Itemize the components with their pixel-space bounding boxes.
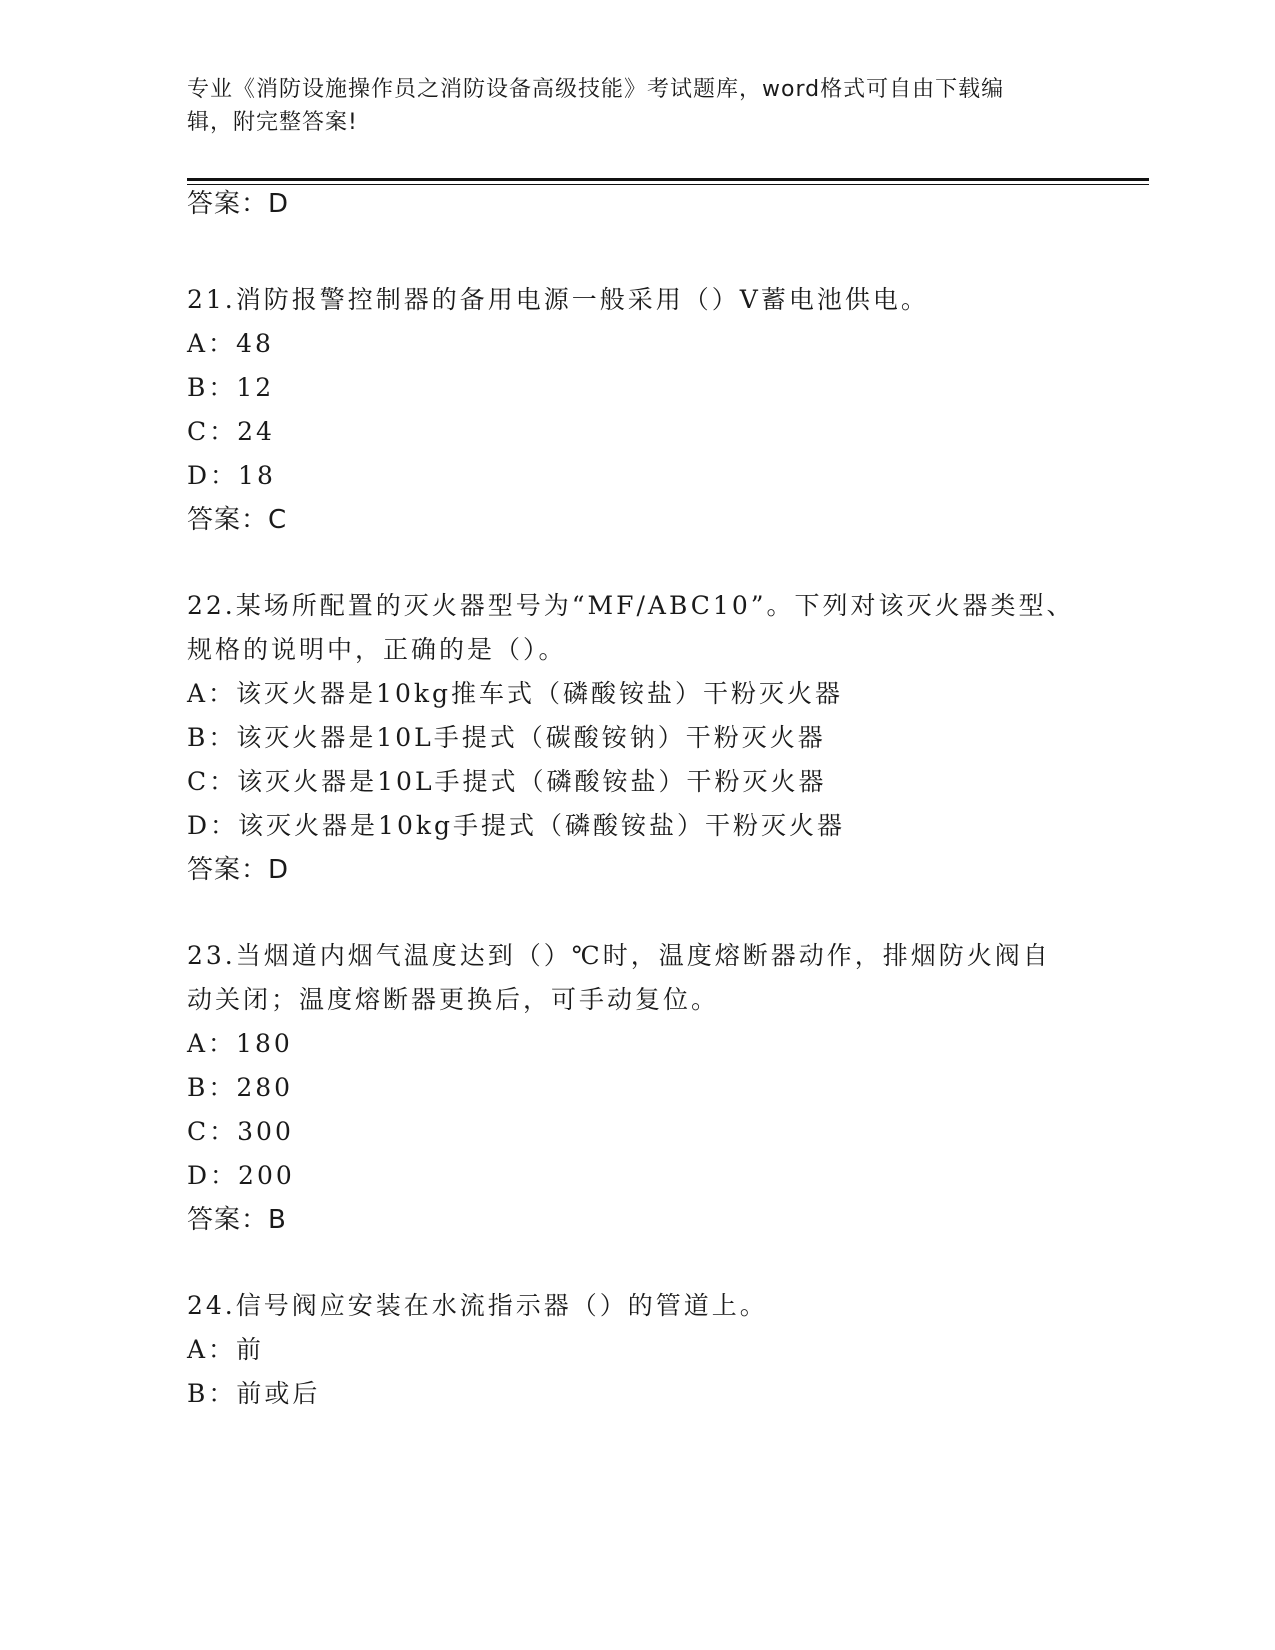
question-stem-continued: 动关闭；温度熔断器更换后，可手动复位。 bbox=[187, 985, 720, 1014]
header-rule-thick bbox=[187, 178, 1149, 181]
header-line-1: 专业《消防设施操作员之消防设备高级技能》考试题库，word格式可自由下载编 bbox=[187, 77, 1005, 102]
header-rule-thin bbox=[187, 184, 1149, 185]
option-b: B：280 bbox=[187, 1073, 294, 1102]
option-b: B：该灭火器是10L手提式（碳酸铵钠）干粉灭火器 bbox=[187, 723, 826, 752]
option-b: B：前或后 bbox=[187, 1379, 321, 1408]
option-d: D：18 bbox=[187, 461, 276, 490]
option-b: B：12 bbox=[187, 373, 275, 402]
question-stem-continued: 规格的说明中，正确的是（）。 bbox=[187, 635, 567, 664]
question-stem: 21.消防报警控制器的备用电源一般采用（）V蓄电池供电。 bbox=[187, 285, 929, 314]
question-stem: 23.当烟道内烟气温度达到（）℃时，温度熔断器动作，排烟防火阀自 bbox=[187, 941, 1051, 970]
option-d: D：该灭火器是10kg手提式（磷酸铵盐）干粉灭火器 bbox=[187, 811, 846, 840]
header-line-2: 辑，附完整答案! bbox=[187, 110, 358, 135]
answer-line: 答案：C bbox=[187, 505, 288, 535]
option-a: A：该灭火器是10kg推车式（磷酸铵盐）干粉灭火器 bbox=[187, 679, 844, 708]
answer-line: 答案：B bbox=[187, 1205, 287, 1235]
answer-line: 答案：D bbox=[187, 189, 290, 219]
option-a: A：180 bbox=[187, 1029, 293, 1058]
document-header bbox=[187, 73, 1067, 139]
question-stem: 22.某场所配置的灭火器型号为“MF/ABC10”。下列对该灭火器类型、 bbox=[187, 591, 1075, 620]
option-c: C：该灭火器是10L手提式（磷酸铵盐）干粉灭火器 bbox=[187, 767, 827, 796]
option-a: A：前 bbox=[187, 1335, 265, 1364]
option-c: C：24 bbox=[187, 417, 275, 446]
option-c: C：300 bbox=[187, 1117, 294, 1146]
option-d: D：200 bbox=[187, 1161, 295, 1190]
answer-line: 答案：D bbox=[187, 855, 290, 885]
option-a: A：48 bbox=[187, 329, 274, 358]
question-stem: 24.信号阀应安装在水流指示器（）的管道上。 bbox=[187, 1291, 768, 1320]
